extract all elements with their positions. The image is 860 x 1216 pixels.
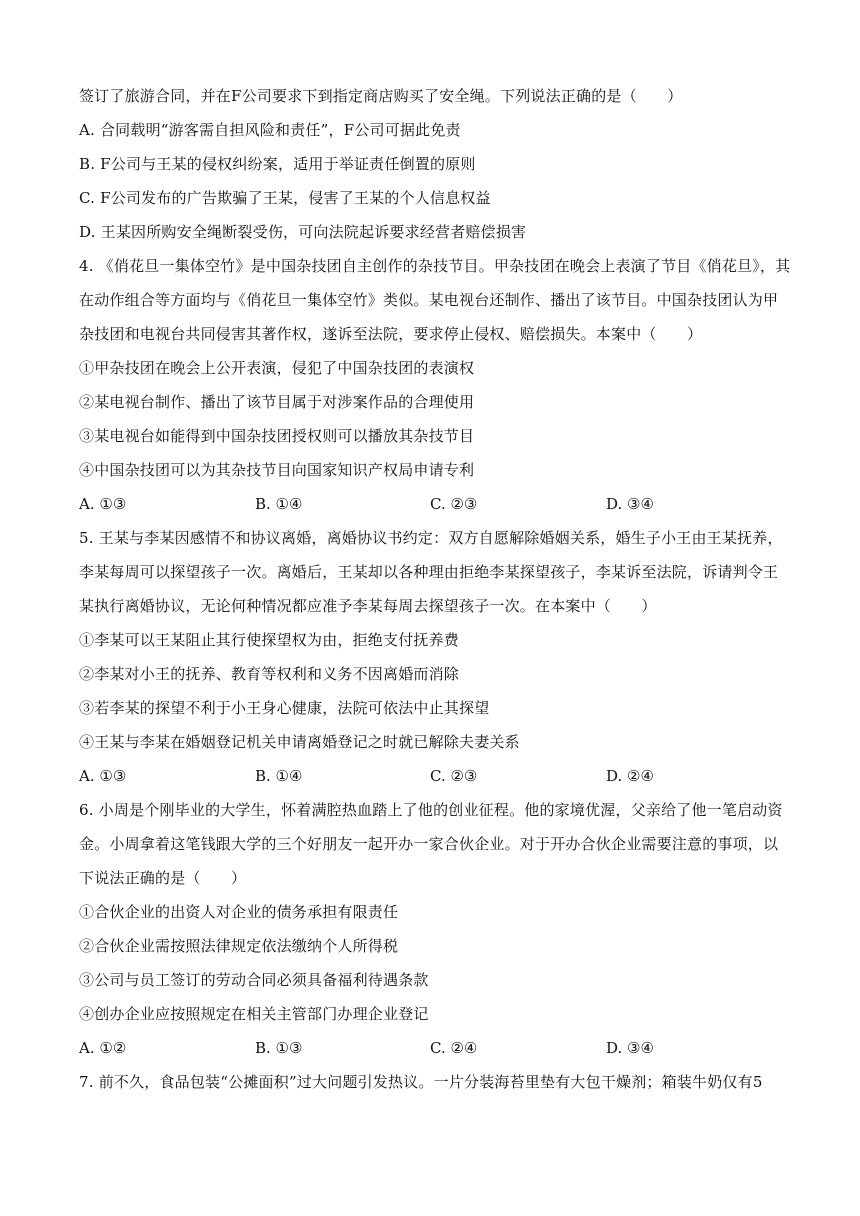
q7-stem-line-1: 7. 前不久，食品包装“公摊面积”过大问题引发热议。一片分装海苔里垫有大包干燥剂；箱装牛奶仅有5 — [79, 1073, 763, 1091]
q4-statement-4: ④中国杂技团可以为其杂技节目向国家知识产权局申请专利 — [79, 461, 475, 479]
q4-statement-1: ①甲杂技团在晚会上公开表演，侵犯了中国杂技团的表演权 — [79, 359, 475, 377]
q4-statement-2: ②某电视台制作、播出了该节目属于对涉案作品的合理使用 — [79, 393, 475, 411]
q5-statement-1: ①李某可以王某阻止其行使探望权为由，拒绝支付抚养费 — [79, 631, 460, 649]
q4-stem-line-3: 杂技团和电视台共同侵害其著作权，遂诉至法院，要求停止侵权、赔偿损失。本案中（ ） — [79, 325, 703, 343]
q5-stem-line-1: 5. 王某与李某因感情不和协议离婚，离婚协议书约定：双方自愿解除婚姻关系，婚生子小王由王某抚养， — [79, 529, 783, 547]
q4-option-d: D. ③④ — [606, 495, 654, 513]
q4-statement-3: ③某电视台如能得到中国杂技团授权则可以播放其杂技节目 — [79, 427, 475, 445]
q4-stem-line-2: 在动作组合等方面均与《俏花旦一集体空竹》类似。某电视台还制作、播出了该节目。中国杂技团认为甲 — [79, 291, 779, 309]
q3-option-d: D. 王某因所购安全绳断裂受伤，可向法院起诉要求经营者赔偿损害 — [79, 223, 527, 241]
q6-stem-line-2: 金。小周拿着这笔钱跟大学的三个好朋友一起开办一家合伙企业。对于开办合伙企业需要注意的事项，以 — [79, 835, 779, 853]
q5-option-b: B. ①④ — [255, 767, 303, 785]
q6-stem-line-1: 6. 小周是个刚毕业的大学生，怀着满腔热血踏上了他的创业征程。他的家境优渥，父亲给了他一笔启动资 — [79, 801, 783, 819]
q3-option-c: C. F公司发布的广告欺骗了王某，侵害了王某的个人信息权益 — [79, 189, 491, 207]
q5-option-d: D. ②④ — [606, 767, 654, 785]
q3-stem-end: 签订了旅游合同，并在F公司要求下到指定商店购买了安全绳。下列说法正确的是（ ） — [79, 87, 683, 105]
q3-option-a: A. 合同载明“游客需自担风险和责任”，F公司可据此免责 — [79, 121, 461, 139]
q6-option-a: A. ①② — [79, 1039, 127, 1057]
q5-option-a: A. ①③ — [79, 767, 127, 785]
q5-statement-4: ④王某与李某在婚姻登记机关申请离婚登记之时就已解除夫妻关系 — [79, 733, 520, 751]
q4-option-b: B. ①④ — [255, 495, 303, 513]
q6-options — [79, 1038, 779, 1058]
q4-options — [79, 494, 779, 514]
q4-option-a: A. ①③ — [79, 495, 127, 513]
q6-stem-line-3: 下说法正确的是（ ） — [79, 869, 247, 887]
q5-stem-line-3: 某执行离婚协议，无论何种情况都应准予李某每周去探望孩子一次。在本案中（ ） — [79, 597, 657, 615]
q6-option-c: C. ②④ — [430, 1039, 478, 1057]
q6-option-b: B. ①③ — [255, 1039, 303, 1057]
q6-statement-4: ④创办企业应按照规定在相关主管部门办理企业登记 — [79, 1005, 429, 1023]
q6-statement-2: ②合伙企业需按照法律规定依法缴纳个人所得税 — [79, 937, 399, 955]
q5-option-c: C. ②③ — [430, 767, 478, 785]
q5-stem-line-2: 李某每周可以探望孩子一次。离婚后，王某却以各种理由拒绝李某探望孩子，李某诉至法院，诉请判令王 — [79, 563, 779, 581]
q5-options — [79, 766, 779, 786]
q3-option-b: B. F公司与王某的侵权纠纷案，适用于举证责任倒置的原则 — [79, 155, 476, 173]
q5-statement-3: ③若李某的探望不利于小王身心健康，法院可依法中止其探望 — [79, 699, 490, 717]
q6-option-d: D. ③④ — [606, 1039, 654, 1057]
q6-statement-1: ①合伙企业的出资人对企业的债务承担有限责任 — [79, 903, 399, 921]
q6-statement-3: ③公司与员工签订的劳动合同必须具备福利待遇条款 — [79, 971, 429, 989]
q5-statement-2: ②李某对小王的抚养、教育等权利和义务不因离婚而消除 — [79, 665, 460, 683]
q4-option-c: C. ②③ — [430, 495, 478, 513]
q4-stem-line-1: 4. 《俏花旦一集体空竹》是中国杂技团自主创作的杂技节目。甲杂技团在晚会上表演了节目《俏花旦》，其 — [79, 257, 791, 275]
